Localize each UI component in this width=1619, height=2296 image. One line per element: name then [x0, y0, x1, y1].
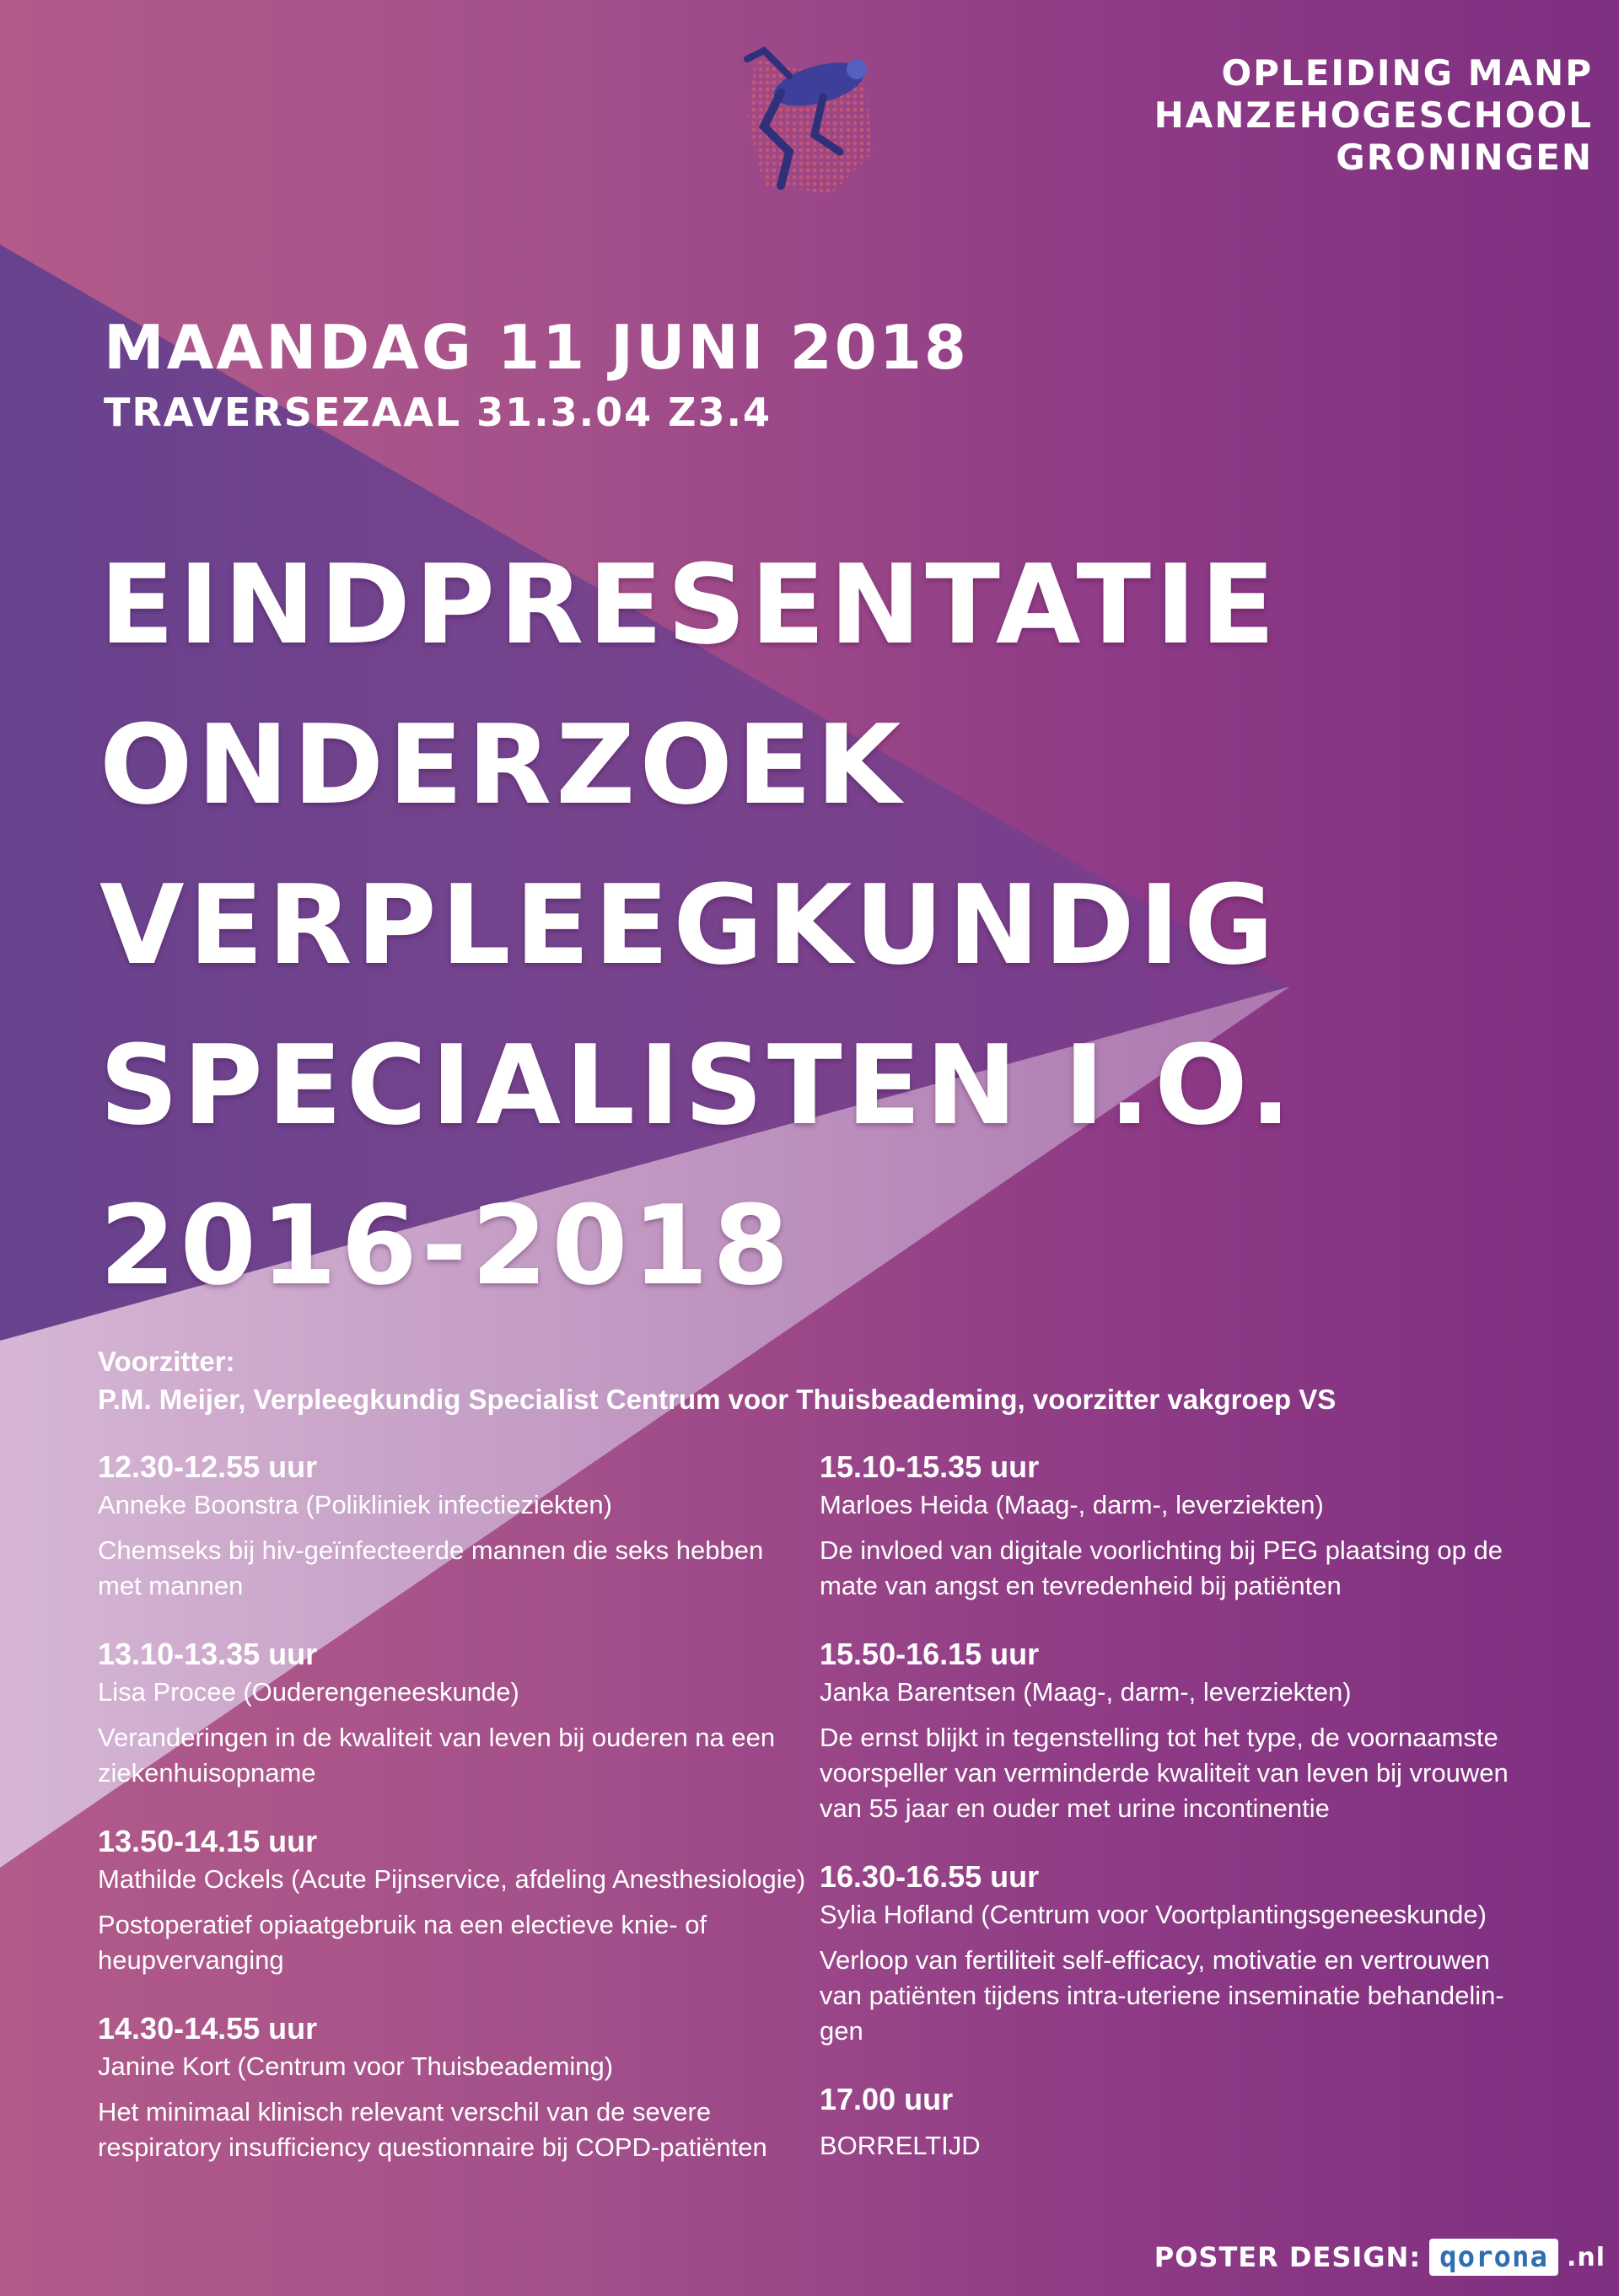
slot-topic: De invloed van digitale voorlichting bij PEG plaatsing op de mate van angst en tevredenheid bij patiënten: [820, 1535, 1503, 1600]
institution-block: [1154, 52, 1593, 179]
credit-brand: qorona: [1429, 2239, 1558, 2276]
slot-speaker: Anneke Boonstra (Polikliniek infectieziekten): [98, 1490, 612, 1519]
title-line: 2016-2018: [100, 1181, 793, 1309]
slot-time: 15.10-15.35 uur: [820, 1449, 1040, 1484]
slot-topic: Het minimaal klinisch relevant verschil van de severe respiratory insufficiency questionnaire bij COPD-patiënten: [98, 2097, 767, 2162]
frog-logo-icon: [730, 25, 890, 211]
institution-line: OPLEIDING MANP: [1221, 52, 1593, 94]
schedule-slot: [820, 1858, 1528, 2049]
schedule-slot: [98, 2010, 806, 2165]
slot-topic: Chemseks bij hiv-geïnfecteerde mannen die seks hebben met mannen: [98, 1535, 764, 1600]
slot-topic: Verloop van fertiliteit self-efficacy, motivatie en vertrouwen van patiënten tijdens intra-uteriene inseminatie behandelin-gen: [820, 1945, 1504, 2046]
schedule-slot: [820, 1449, 1528, 1604]
slot-time: 16.30-16.55 uur: [820, 1859, 1040, 1894]
slot-time: 17.00 uur: [820, 2082, 954, 2116]
chair-label: Voorzitter:: [98, 1346, 235, 1377]
schedule-right-column: [820, 1449, 1528, 2196]
institution-line: HANZEHOGESCHOOL: [1154, 94, 1593, 136]
credit-tld: .nl: [1566, 2242, 1606, 2272]
slot-time: 12.30-12.55 uur: [98, 1449, 318, 1484]
schedule-slot: [98, 1636, 806, 1791]
schedule-slot: [98, 1823, 806, 1978]
event-location: TRAVERSEZAAL 31.3.04 Z3.4: [104, 390, 772, 435]
poster-credit: [1154, 2239, 1606, 2276]
slot-time: 14.30-14.55 uur: [98, 2011, 318, 2046]
slot-time: 15.50-16.15 uur: [820, 1637, 1040, 1671]
slot-topic: De ernst blijkt in tegenstelling tot het type, de voornaamste voorspeller van verminderde kwaliteit van leven bij vrouwen van 55 jaar en ouder met urine incontinentie: [820, 1723, 1509, 1823]
chair-block: [98, 1342, 1336, 1418]
schedule-slot: [820, 2081, 1528, 2164]
credit-label: POSTER DESIGN:: [1154, 2241, 1422, 2273]
slot-speaker: Mathilde Ockels (Acute Pijnservice, afdeling Anesthesiologie): [98, 1864, 806, 1894]
slot-speaker: Janka Barentsen (Maag-, darm-, leverziekten): [820, 1677, 1352, 1707]
title-line: EINDPRESENTATIE: [100, 540, 1280, 669]
chair-name: P.M. Meijer, Verpleegkundig Specialist Centrum voor Thuisbeademing, voorzitter vakgroep VS: [98, 1384, 1337, 1415]
slot-speaker: Sylia Hofland (Centrum voor Voortplantingsgeneeskunde): [820, 1900, 1487, 1929]
slot-topic: Veranderingen in de kwaliteit van leven bij ouderen na een ziekenhuisopname: [98, 1723, 776, 1788]
poster-title: [100, 524, 1295, 1325]
slot-time: 13.50-14.15 uur: [98, 1824, 318, 1858]
slot-speaker: Marloes Heida (Maag-, darm-, leverziekten): [820, 1490, 1324, 1519]
slot-topic: BORRELTIJD: [820, 2131, 981, 2160]
title-line: VERPLEEGKUNDIG: [100, 861, 1278, 989]
schedule-left-column: [98, 1449, 806, 2197]
title-line: ONDERZOEK: [100, 701, 906, 829]
title-line: SPECIALISTEN I.O.: [100, 1021, 1296, 1149]
schedule-slot: [820, 1636, 1528, 1826]
slot-topic: Postoperatief opiaatgebruik na een electieve knie- of heupvervanging: [98, 1910, 707, 1975]
schedule-slot: [98, 1449, 806, 1604]
slot-speaker: Janine Kort (Centrum voor Thuisbeademing): [98, 2051, 614, 2081]
institution-line: GRONINGEN: [1336, 137, 1593, 178]
event-date: MAANDAG 11 JUNI 2018: [104, 312, 970, 383]
slot-time: 13.10-13.35 uur: [98, 1637, 318, 1671]
slot-speaker: Lisa Procee (Ouderengeneeskunde): [98, 1677, 519, 1707]
